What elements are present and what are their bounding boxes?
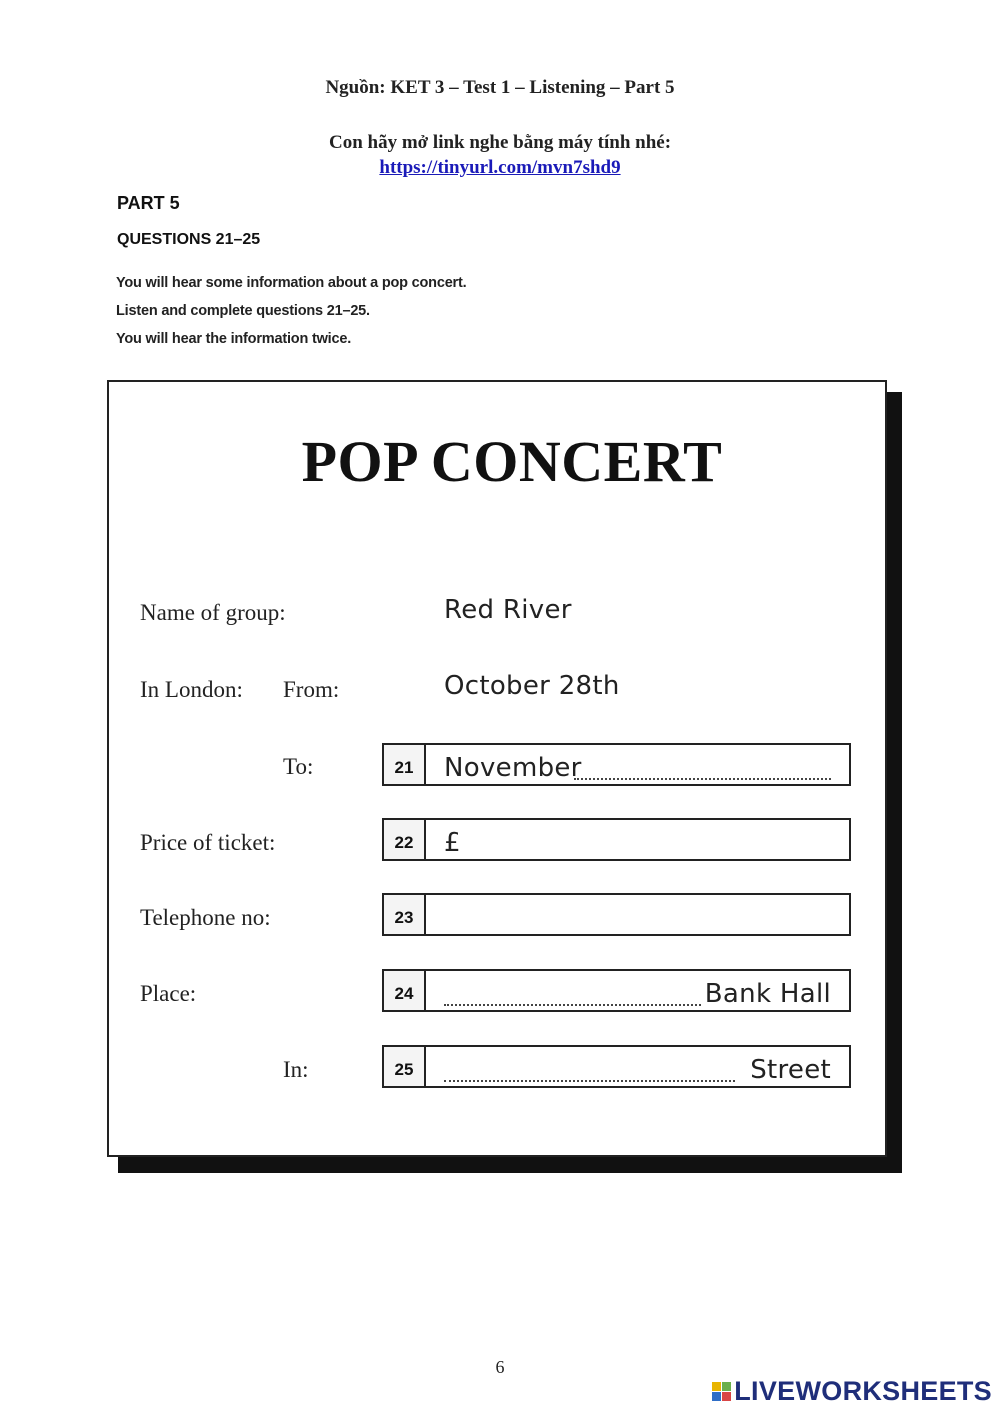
instruction-line-3: You will hear the information twice.: [116, 331, 352, 347]
question-number-25: 25: [384, 1047, 426, 1086]
price-label: Price of ticket:: [140, 830, 276, 855]
card-title: POP CONCERT: [301, 429, 723, 494]
q22-prefix: £: [444, 828, 461, 858]
place-label: Place:: [140, 981, 197, 1006]
q25-suffix: Street: [750, 1055, 831, 1085]
questions-heading: QUESTIONS 21–25: [117, 231, 261, 248]
source-line: Nguồn: KET 3 – Test 1 – Listening – Part 5: [325, 77, 675, 98]
question-number-23: 23: [384, 895, 426, 934]
listen-instruction: Con hãy mở link nghe bằng máy tính nhé:: [328, 132, 672, 153]
london-label: In London:: [140, 677, 243, 702]
instruction-line-2: Listen and complete questions 21–25.: [116, 303, 370, 319]
question-number-21: 21: [384, 745, 426, 784]
answer-box-23[interactable]: [382, 893, 851, 936]
instruction-line-1: You will hear some information about a pop concert.: [116, 275, 467, 291]
q24-answer-line[interactable]: [444, 1004, 701, 1006]
from-label: From:: [283, 677, 340, 702]
in-label: In:: [283, 1057, 309, 1082]
q21-prefix: November: [444, 753, 582, 783]
brand-text: LIVEWORKSHEETS: [734, 1376, 992, 1406]
answer-box-22[interactable]: [382, 818, 851, 861]
q21-answer-line[interactable]: [574, 778, 831, 780]
liveworksheets-logo-icon: [712, 1382, 731, 1401]
audio-link[interactable]: https://tinyurl.com/mvn7shd9: [379, 157, 621, 178]
part-heading: PART 5: [117, 193, 180, 213]
name-label: Name of group:: [140, 600, 286, 625]
q25-answer-line[interactable]: [444, 1080, 735, 1082]
name-value: Red River: [444, 595, 572, 625]
phone-label: Telephone no:: [140, 905, 271, 930]
answer-box-24[interactable]: [382, 969, 851, 1012]
audio-link-wrapper: [0, 157, 1000, 179]
brand-logo: [712, 1376, 992, 1407]
to-label: To:: [283, 754, 314, 779]
page-number: 6: [495, 1357, 505, 1377]
question-number-24: 24: [384, 971, 426, 1010]
question-number-22: 22: [384, 820, 426, 859]
from-value: October 28th: [444, 671, 620, 701]
answer-box-21[interactable]: [382, 743, 851, 786]
answer-box-25[interactable]: [382, 1045, 851, 1088]
q24-suffix: Bank Hall: [704, 979, 831, 1009]
